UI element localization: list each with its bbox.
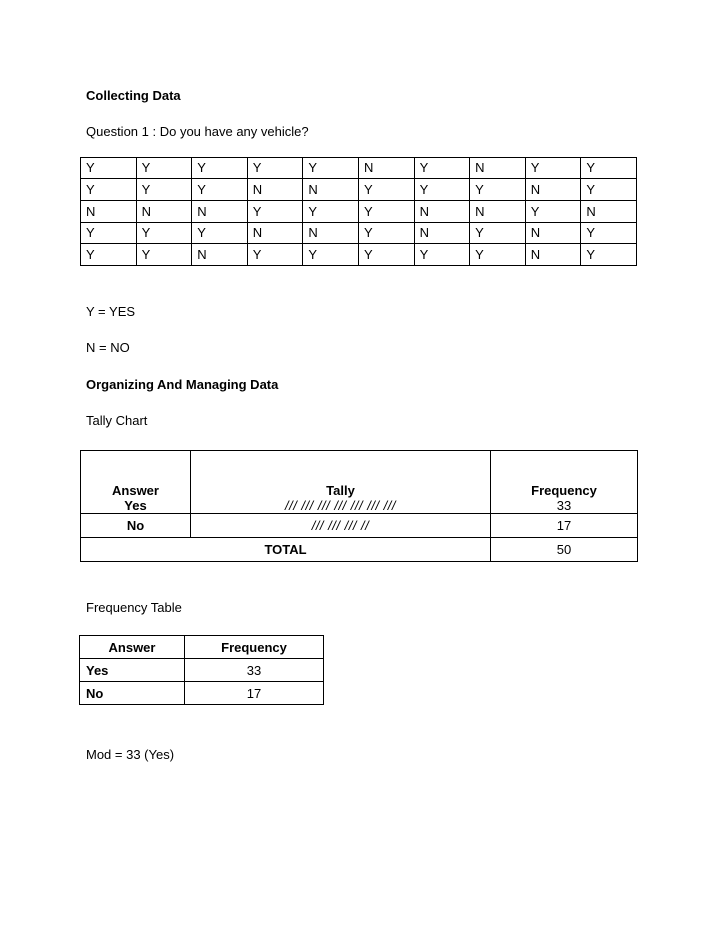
survey-row [81,158,637,179]
survey-cell: Y [358,244,414,266]
survey-cell: N [192,244,248,266]
survey-cell: Y [414,158,470,179]
survey-cell: Y [192,179,248,201]
survey-cell: N [525,179,581,201]
survey-cell: Y [470,223,526,244]
frequency-table [79,635,324,705]
survey-cell: N [81,201,137,223]
survey-cell: Y [358,223,414,244]
survey-cell: N [525,223,581,244]
survey-cell: Y [581,158,637,179]
frequency-row-yes [80,659,324,682]
survey-cell: N [470,158,526,179]
tally-marks-cell [191,451,491,514]
tally-frequency-no: 17 [491,514,638,538]
survey-cell: Y [247,201,303,223]
tally-answer-cell [81,451,191,514]
survey-cell: Y [136,179,192,201]
frequency-answer-no: No [80,682,185,705]
survey-cell: Y [581,244,637,266]
survey-cell: Y [247,158,303,179]
tally-row-total [81,538,638,562]
survey-cell: Y [136,244,192,266]
survey-cell: Y [81,179,137,201]
survey-cell: Y [192,223,248,244]
survey-row [81,201,637,223]
tally-header-frequency: Frequency [531,483,597,498]
survey-cell: Y [303,244,359,266]
survey-cell: Y [525,158,581,179]
survey-cell: Y [303,201,359,223]
survey-cell: Y [581,223,637,244]
question-text: Question 1 : Do you have any vehicle? [86,124,309,139]
survey-cell: Y [81,223,137,244]
survey-cell: N [581,201,637,223]
survey-cell: N [192,201,248,223]
survey-cell: N [470,201,526,223]
tally-answer-no: No [81,514,191,538]
tally-total-label: TOTAL [81,538,491,562]
survey-cell: Y [136,158,192,179]
tally-header-answer: Answer [112,483,159,498]
survey-cell: Y [358,179,414,201]
survey-row [81,223,637,244]
legend-no: N = NO [86,340,130,355]
tally-header-tally: Tally [326,483,355,498]
survey-cell: Y [581,179,637,201]
survey-row [81,179,637,201]
tally-chart-table [80,450,638,562]
survey-row [81,244,637,266]
survey-cell: Y [414,179,470,201]
collecting-data-heading: Collecting Data [86,88,181,103]
survey-cell: Y [414,244,470,266]
frequency-header-row [80,636,324,659]
survey-cell: N [303,223,359,244]
survey-cell: N [414,201,470,223]
tally-answer-yes: Yes [124,498,147,513]
survey-responses-table [80,157,637,266]
tally-marks-yes: /// /// /// /// /// /// /// [284,498,397,513]
frequency-table-heading: Frequency Table [86,600,182,615]
mode-text: Mod = 33 (Yes) [86,747,175,762]
survey-cell: N [414,223,470,244]
organizing-heading: Organizing And Managing Data [86,377,279,392]
tally-frequency-yes: 33 [556,498,572,513]
frequency-answer-yes: Yes [80,659,185,682]
survey-cell: Y [81,244,137,266]
tally-row-no [81,514,638,538]
frequency-row-no [80,682,324,705]
survey-cell: Y [525,201,581,223]
survey-cell: Y [470,179,526,201]
survey-cell: N [525,244,581,266]
survey-cell: N [303,179,359,201]
tally-total-value: 50 [491,538,638,562]
legend-yes: Y = YES [86,304,136,319]
frequency-value-yes: 33 [185,659,324,682]
frequency-header-frequency: Frequency [185,636,324,659]
tally-marks-no: /// /// /// // [191,514,491,538]
survey-cell: Y [81,158,137,179]
survey-cell: N [247,179,303,201]
tally-chart-heading: Tally Chart [86,413,148,428]
tally-frequency-cell [491,451,638,514]
survey-cell: Y [303,158,359,179]
survey-cell: Y [136,223,192,244]
survey-cell: N [358,158,414,179]
survey-cell: N [247,223,303,244]
frequency-value-no: 17 [185,682,324,705]
survey-cell: N [136,201,192,223]
tally-header-row [81,451,638,514]
survey-cell: Y [470,244,526,266]
survey-cell: Y [247,244,303,266]
survey-cell: Y [192,158,248,179]
survey-cell: Y [358,201,414,223]
frequency-header-answer: Answer [80,636,185,659]
